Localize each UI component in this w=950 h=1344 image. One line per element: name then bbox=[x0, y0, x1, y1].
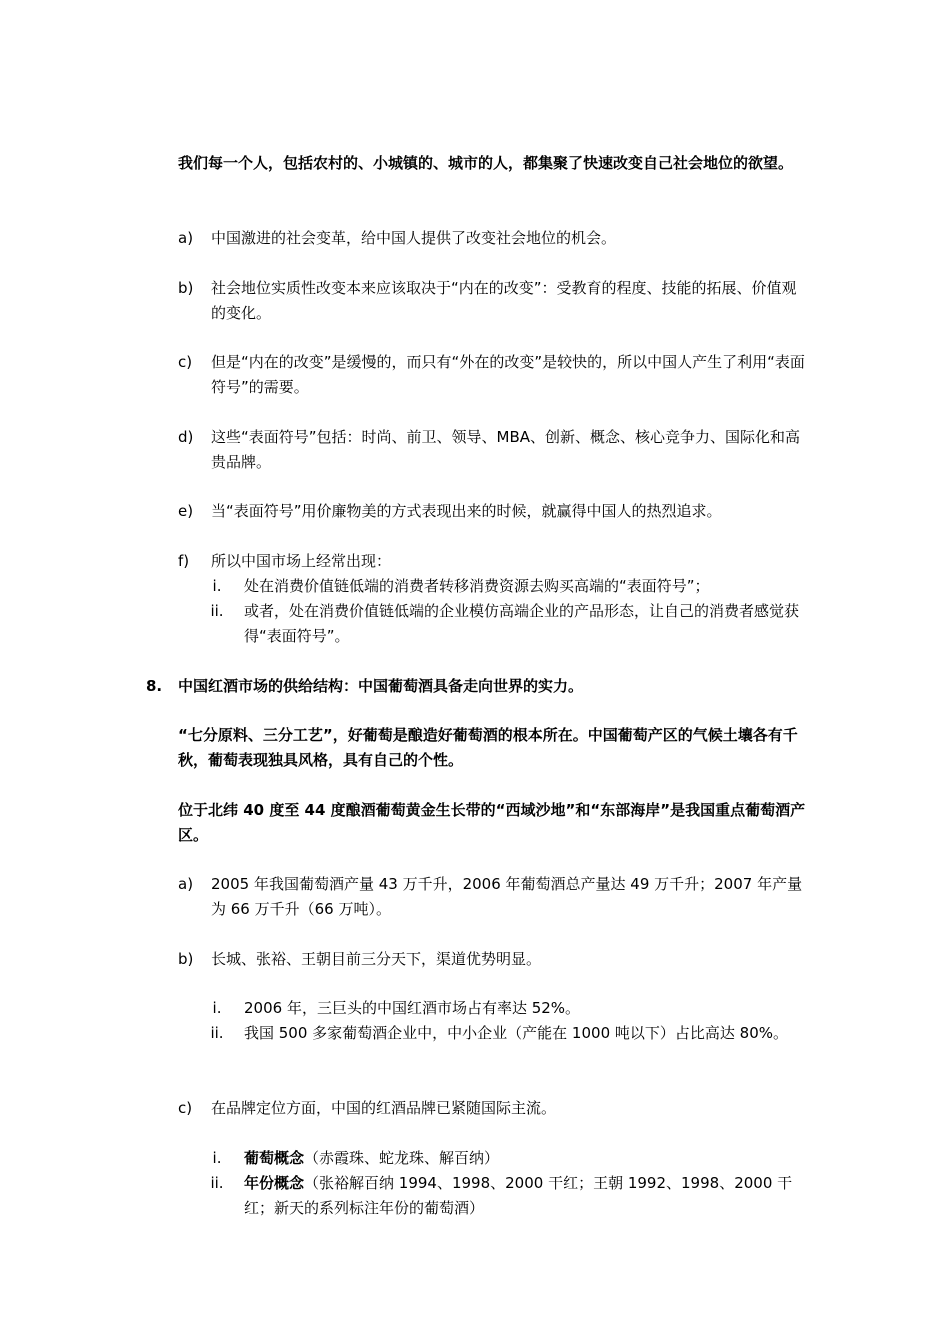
section-title: 中国红酒市场的供给结构：中国葡萄酒具备走向世界的实力。 bbox=[178, 677, 584, 695]
list-marker: c) bbox=[178, 353, 193, 371]
list-item bbox=[178, 350, 808, 400]
intro-paragraph: 我们每一个人，包括农村的、小城镇的、城市的人，都集聚了快速改变自己社会地位的欲望。 bbox=[178, 154, 794, 172]
list-item bbox=[178, 425, 808, 475]
section-number: 8. bbox=[146, 677, 163, 695]
list-item-text: 2005 年我国葡萄酒产量 43 万千升，2006 年葡萄酒总产量达 49 万千升；2007 年产量为 66 万千升（66 万吨）。 bbox=[211, 875, 803, 918]
sub-list-item-text bbox=[244, 1146, 808, 1171]
bold-paragraph: “七分原料、三分工艺”，好葡萄是酿造好葡萄酒的根本所在。中国葡萄产区的气候土壤各有千秋，葡萄表现独具风格，具有自己的个性。 bbox=[178, 726, 798, 769]
list-marker: b) bbox=[178, 279, 194, 297]
sub-list-marker: i. bbox=[212, 577, 222, 595]
list-item bbox=[178, 499, 808, 524]
sub-list-item bbox=[197, 996, 808, 1021]
list-marker: b) bbox=[178, 950, 194, 968]
list-item-text: 长城、张裕、王朝目前三分天下，渠道优势明显。 bbox=[211, 950, 542, 968]
sub-list-item bbox=[197, 1021, 808, 1046]
list-item bbox=[178, 226, 808, 251]
list-marker: f) bbox=[178, 552, 190, 570]
list-marker: a) bbox=[178, 875, 194, 893]
list-marker: a) bbox=[178, 229, 194, 247]
sub-list-item-text bbox=[244, 1171, 808, 1221]
list-item bbox=[178, 276, 808, 326]
list-item-text: 这些“表面符号”包括：时尚、前卫、领导、MBA、创新、概念、核心竞争力、国际化和高贵品牌。 bbox=[211, 428, 801, 471]
sub-list-marker: i. bbox=[212, 1149, 222, 1167]
list-item bbox=[178, 1096, 808, 1121]
concept-term: 年份概念 bbox=[244, 1174, 305, 1192]
list-item-text: 但是“内在的改变”是缓慢的，而只有“外在的改变”是较快的，所以中国人产生了利用“表面符号”的需要。 bbox=[211, 353, 805, 396]
sub-list-item bbox=[197, 1171, 808, 1221]
sub-list-item bbox=[197, 574, 808, 599]
list-marker: d) bbox=[178, 428, 194, 446]
list-item bbox=[178, 549, 808, 574]
concept-detail: （张裕解百纳 1994、1998、2000 干红；王朝 1992、1998、2000 干红；新天的系列标注年份的葡萄酒） bbox=[244, 1174, 793, 1217]
concept-term: 葡萄概念 bbox=[244, 1149, 305, 1167]
sub-list-marker: i. bbox=[212, 999, 222, 1017]
sub-list-item bbox=[197, 1146, 808, 1171]
list-item-text: 当“表面符号”用价廉物美的方式表现出来的时候，就赢得中国人的热烈追求。 bbox=[211, 502, 722, 520]
section-heading bbox=[146, 674, 808, 699]
bold-paragraph: 位于北纬 40 度至 44 度酿酒葡萄黄金生长带的“西域沙地”和“东部海岸”是我国重点葡萄酒产区。 bbox=[178, 801, 806, 844]
sub-list-item bbox=[197, 599, 808, 649]
list-item-text: 中国激进的社会变革，给中国人提供了改变社会地位的机会。 bbox=[211, 229, 617, 247]
sub-list-item-text: 我国 500 多家葡萄酒企业中，中小企业（产能在 1000 吨以下）占比高达 80%。 bbox=[244, 1024, 788, 1042]
concept-detail: （赤霞珠、蛇龙珠、解百纳） bbox=[304, 1149, 500, 1167]
list-item-text: 社会地位实质性改变本来应该取决于“内在的改变”：受教育的程度、技能的拓展、价值观的变化。 bbox=[211, 279, 797, 322]
sub-list-marker: ii. bbox=[210, 1174, 224, 1192]
list-item-text: 在品牌定位方面，中国的红酒品牌已紧随国际主流。 bbox=[211, 1099, 557, 1117]
list-item bbox=[178, 947, 808, 972]
list-item bbox=[178, 872, 808, 922]
sub-list-marker: ii. bbox=[210, 602, 224, 620]
list-marker: c) bbox=[178, 1099, 193, 1117]
sub-list-item-text: 2006 年，三巨头的中国红酒市场占有率达 52%。 bbox=[244, 999, 581, 1017]
list-marker: e) bbox=[178, 502, 194, 520]
sub-list-item-text: 或者，处在消费价值链低端的企业模仿高端企业的产品形态，让自己的消费者感觉获得“表面符号”。 bbox=[244, 602, 800, 645]
sub-list-marker: ii. bbox=[210, 1024, 224, 1042]
sub-list-item-text: 处在消费价值链低端的消费者转移消费资源去购买高端的“表面符号”； bbox=[244, 577, 710, 595]
list-item-text: 所以中国市场上经常出现： bbox=[211, 552, 392, 570]
